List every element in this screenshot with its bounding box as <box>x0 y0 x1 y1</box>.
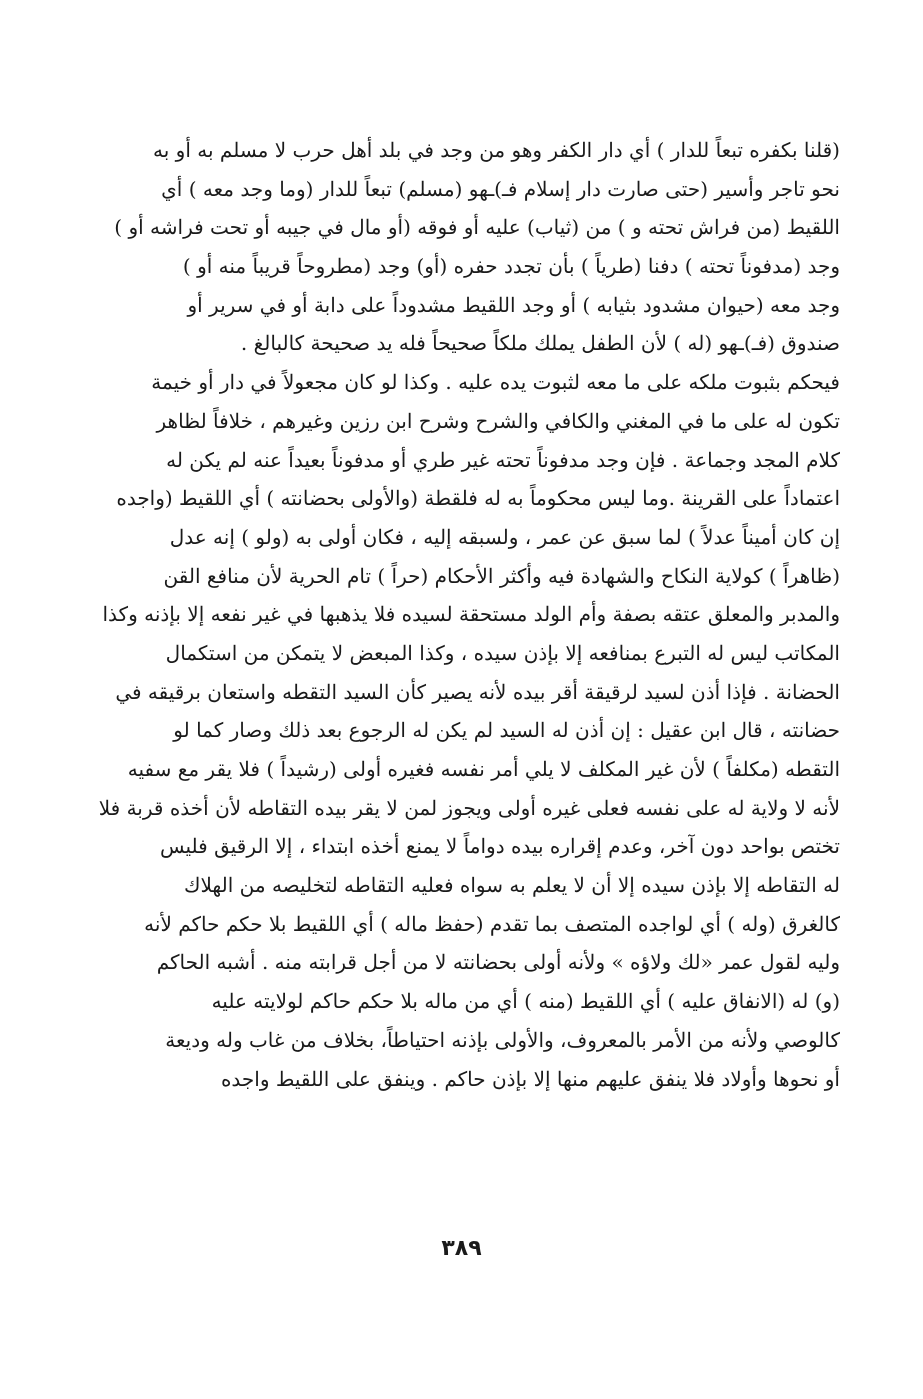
text-line-9: كلام المجد وجماعة . فإن وجد مدفوناً تحته غير طري أو مدفوناً بعيداً عنه لم يكن له <box>166 447 840 472</box>
body-text <box>86 131 840 1098</box>
text-line-21: كالغرق (وله ) أي لواجده المتصف بما تقدم (حفظ ماله ) أي اللقيط بلا حكم حاكم لأنه <box>144 911 840 936</box>
page-number: ٣٨٩ <box>441 1236 482 1261</box>
text-line-7: فيحكم بثبوت ملكه على ما معه لثبوت يده عليه . وكذا لو كان مجعولاً في دار أو خيمة <box>151 370 840 395</box>
text-line-24: كالوصي ولأنه من الأمر بالمعروف، والأولى بإذنه احتياطاً، بخلاف من غاب وله وديعة <box>165 1027 840 1052</box>
text-line-25: أو نحوها وأولاد فلا ينفق عليهم منها إلا بإذن حاكم . وينفق على اللقيط واجده <box>220 1066 840 1091</box>
text-line-12: (ظاهراً ) كولاية النكاح والشهادة فيه وأكثر الأحكام (حراً ) تام الحرية لأن منافع القن <box>163 563 840 588</box>
text-line-20: له التقاطه إلا بإذن سيده إلا أن لا يعلم به سواه فعليه التقاطه لتخليصه من الهلاك <box>184 873 840 898</box>
text-line-6: صندوق (فـ)ـهو (له ) لأن الطفل يملك ملكاً صحيحاً فله يد صحيحة كالبالغ . <box>240 331 840 356</box>
text-line-1: (قلنا بكفره تبعاً للدار ) أي دار الكفر وهو من وجد في بلد أهل حرب لا مسلم به أو به <box>153 138 840 162</box>
text-line-3: اللقيط (من فراش تحته و ) من (ثياب) عليه أو فوقه (أو مال في جيبه أو تحت فراشه أو ) <box>114 215 840 240</box>
text-line-10: اعتماداً على القرينة .وما ليس محكوماً به له فلقطة (والأولى بحضانته ) أي اللقيط (واجده <box>116 486 840 511</box>
text-line-14: المكاتب ليس له التبرع بمنافعه إلا بإذن سيده ، وكذا المبعض لا يتمكن من استكمال <box>165 640 840 665</box>
text-line-23: (و) له (الانفاق عليه ) أي اللقيط (منه ) أي من ماله بلا حكم حاكم لولايته عليه <box>211 989 840 1014</box>
text-line-18: لأنه لا ولاية له على نفسه فعلى غيره أولى ويجوز لمن لا يقر بيده التقاطه لأن أخذه قربة فلا <box>98 795 840 820</box>
text-line-15: الحضانة . فإذا أذن لسيد لرقيقة أقر بيده لأنه يصير كأن السيد التقطه واستعان برقيقه في <box>115 679 840 704</box>
text-line-19: تختص بواحد دون آخر، وعدم إقراره بيده دواماً لا يمنع أخذه ابتداء ، إلا الرقيق فليس <box>160 834 840 859</box>
text-line-2: نحو تاجر وأسير (حتى صارت دار إسلام فـ)ـهو (مسلم) تبعاً للدار (وما وجد معه ) أي <box>161 176 840 201</box>
text-line-16: حضانته ، قال ابن عقيل : إن أذن له السيد لم يكن له الرجوع بعد ذلك وصار كما لو <box>173 718 840 743</box>
text-line-4: وجد (مدفوناً تحته ) دفنا (طرياً ) بأن تجدد حفره (أو) وجد (مطروحاً قريباً منه أو ) <box>182 254 840 279</box>
text-line-11: إن كان أميناً عدلاً ) لما سبق عن عمر ، ولسبقه إليه ، فكان أولى به (ولو ) إنه عدل <box>169 524 840 549</box>
text-line-8: تكون له على ما في المغني والكافي والشرح وشرح ابن رزين وغيرهم ، خلافاً لظاهر <box>156 408 840 433</box>
text-line-5: وجد معه (حيوان مشدود بثيابه ) أو وجد اللقيط مشدوداً على دابة أو في سرير أو <box>187 292 840 317</box>
text-line-17: التقطه (مكلفاً ) لأن غير المكلف لا يلي أمر نفسه فغيره أولى (رشيداً ) فلا يقر مع سفيه <box>127 757 840 781</box>
text-line-22: وليه لقول عمر «لك ولاؤه » ولأنه أولى بحضانته لا من أجل قرابته منه . أشبه الحاكم <box>156 950 840 975</box>
text-line-13: والمدبر والمعلق عتقه بصفة وأم الولد مستحقة لسيده فلا يذهبها في غير نفعه إلا بإذنه وكذا <box>102 602 840 627</box>
